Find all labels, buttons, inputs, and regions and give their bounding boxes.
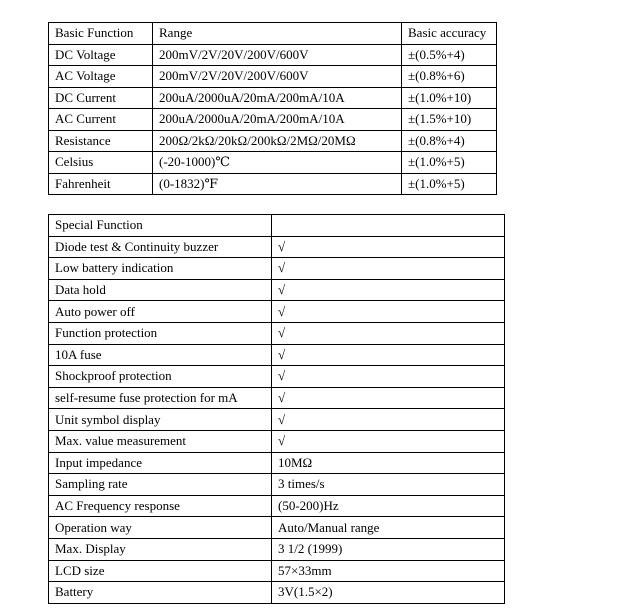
value-cell: 3V(1.5×2) bbox=[272, 582, 505, 604]
value-cell: 3 times/s bbox=[272, 474, 505, 496]
table-row bbox=[49, 66, 497, 88]
value-cell: √ bbox=[272, 258, 505, 280]
table-header-row bbox=[49, 23, 497, 45]
value-cell: √ bbox=[272, 301, 505, 323]
table-row bbox=[49, 173, 497, 195]
special-function-table bbox=[48, 214, 505, 604]
function-cell: AC Current bbox=[49, 109, 153, 131]
function-header: Basic Function bbox=[49, 23, 153, 45]
table-row bbox=[49, 409, 505, 431]
table-row bbox=[49, 582, 505, 604]
feature-cell: AC Frequency response bbox=[49, 495, 272, 517]
function-cell: AC Voltage bbox=[49, 66, 153, 88]
value-cell: √ bbox=[272, 430, 505, 452]
value-cell: √ bbox=[272, 279, 505, 301]
accuracy-cell: ±(1.0%+5) bbox=[402, 173, 497, 195]
feature-cell: Max. Display bbox=[49, 538, 272, 560]
value-cell: √ bbox=[272, 409, 505, 431]
table-row bbox=[49, 258, 505, 280]
feature-cell: Auto power off bbox=[49, 301, 272, 323]
feature-cell: Battery bbox=[49, 582, 272, 604]
value-cell: Auto/Manual range bbox=[272, 517, 505, 539]
value-cell: √ bbox=[272, 387, 505, 409]
table-row bbox=[49, 474, 505, 496]
feature-cell: 10A fuse bbox=[49, 344, 272, 366]
table-row bbox=[49, 452, 505, 474]
range-cell: (0-1832)℉ bbox=[153, 173, 402, 195]
accuracy-cell: ±(0.8%+4) bbox=[402, 130, 497, 152]
feature-cell: LCD size bbox=[49, 560, 272, 582]
value-cell: √ bbox=[272, 236, 505, 258]
function-cell: DC Voltage bbox=[49, 44, 153, 66]
accuracy-cell: ±(0.8%+6) bbox=[402, 66, 497, 88]
function-cell: Fahrenheit bbox=[49, 173, 153, 195]
feature-cell: Unit symbol display bbox=[49, 409, 272, 431]
table-row bbox=[49, 87, 497, 109]
range-cell: 200uA/2000uA/20mA/200mA/10A bbox=[153, 109, 402, 131]
table-row bbox=[49, 130, 497, 152]
feature-cell: Sampling rate bbox=[49, 474, 272, 496]
accuracy-header: Basic accuracy bbox=[402, 23, 497, 45]
accuracy-cell: ±(1.0%+5) bbox=[402, 152, 497, 174]
value-cell: 3 1/2 (1999) bbox=[272, 538, 505, 560]
table-row bbox=[49, 430, 505, 452]
range-cell: 200Ω/2kΩ/20kΩ/200kΩ/2MΩ/20MΩ bbox=[153, 130, 402, 152]
feature-cell: Max. value measurement bbox=[49, 430, 272, 452]
special-function-header: Special Function bbox=[49, 215, 272, 237]
range-cell: 200mV/2V/20V/200V/600V bbox=[153, 44, 402, 66]
value-cell: 10MΩ bbox=[272, 452, 505, 474]
value-cell: √ bbox=[272, 322, 505, 344]
table-row bbox=[49, 366, 505, 388]
special-value-header bbox=[272, 215, 505, 237]
accuracy-cell: ±(1.5%+10) bbox=[402, 109, 497, 131]
table-row bbox=[49, 517, 505, 539]
feature-cell: Low battery indication bbox=[49, 258, 272, 280]
table-row bbox=[49, 344, 505, 366]
accuracy-cell: ±(0.5%+4) bbox=[402, 44, 497, 66]
accuracy-cell: ±(1.0%+10) bbox=[402, 87, 497, 109]
table-row bbox=[49, 538, 505, 560]
value-cell: (50-200)Hz bbox=[272, 495, 505, 517]
table-header-row bbox=[49, 215, 505, 237]
feature-cell: Operation way bbox=[49, 517, 272, 539]
feature-cell: Diode test & Continuity buzzer bbox=[49, 236, 272, 258]
feature-cell: self-resume fuse protection for mA bbox=[49, 387, 272, 409]
range-cell: 200mV/2V/20V/200V/600V bbox=[153, 66, 402, 88]
table-row bbox=[49, 109, 497, 131]
table-row bbox=[49, 152, 497, 174]
table-row bbox=[49, 495, 505, 517]
table-row bbox=[49, 560, 505, 582]
table-row bbox=[49, 279, 505, 301]
function-cell: DC Current bbox=[49, 87, 153, 109]
value-cell: 57×33mm bbox=[272, 560, 505, 582]
function-cell: Celsius bbox=[49, 152, 153, 174]
table-row bbox=[49, 44, 497, 66]
table-row bbox=[49, 301, 505, 323]
table-row bbox=[49, 322, 505, 344]
table-row bbox=[49, 387, 505, 409]
range-cell: 200uA/2000uA/20mA/200mA/10A bbox=[153, 87, 402, 109]
feature-cell: Data hold bbox=[49, 279, 272, 301]
value-cell: √ bbox=[272, 366, 505, 388]
range-header: Range bbox=[153, 23, 402, 45]
feature-cell: Shockproof protection bbox=[49, 366, 272, 388]
range-cell: (-20-1000)℃ bbox=[153, 152, 402, 174]
feature-cell: Input impedance bbox=[49, 452, 272, 474]
basic-function-table bbox=[48, 22, 497, 195]
table-row bbox=[49, 236, 505, 258]
feature-cell: Function protection bbox=[49, 322, 272, 344]
function-cell: Resistance bbox=[49, 130, 153, 152]
value-cell: √ bbox=[272, 344, 505, 366]
